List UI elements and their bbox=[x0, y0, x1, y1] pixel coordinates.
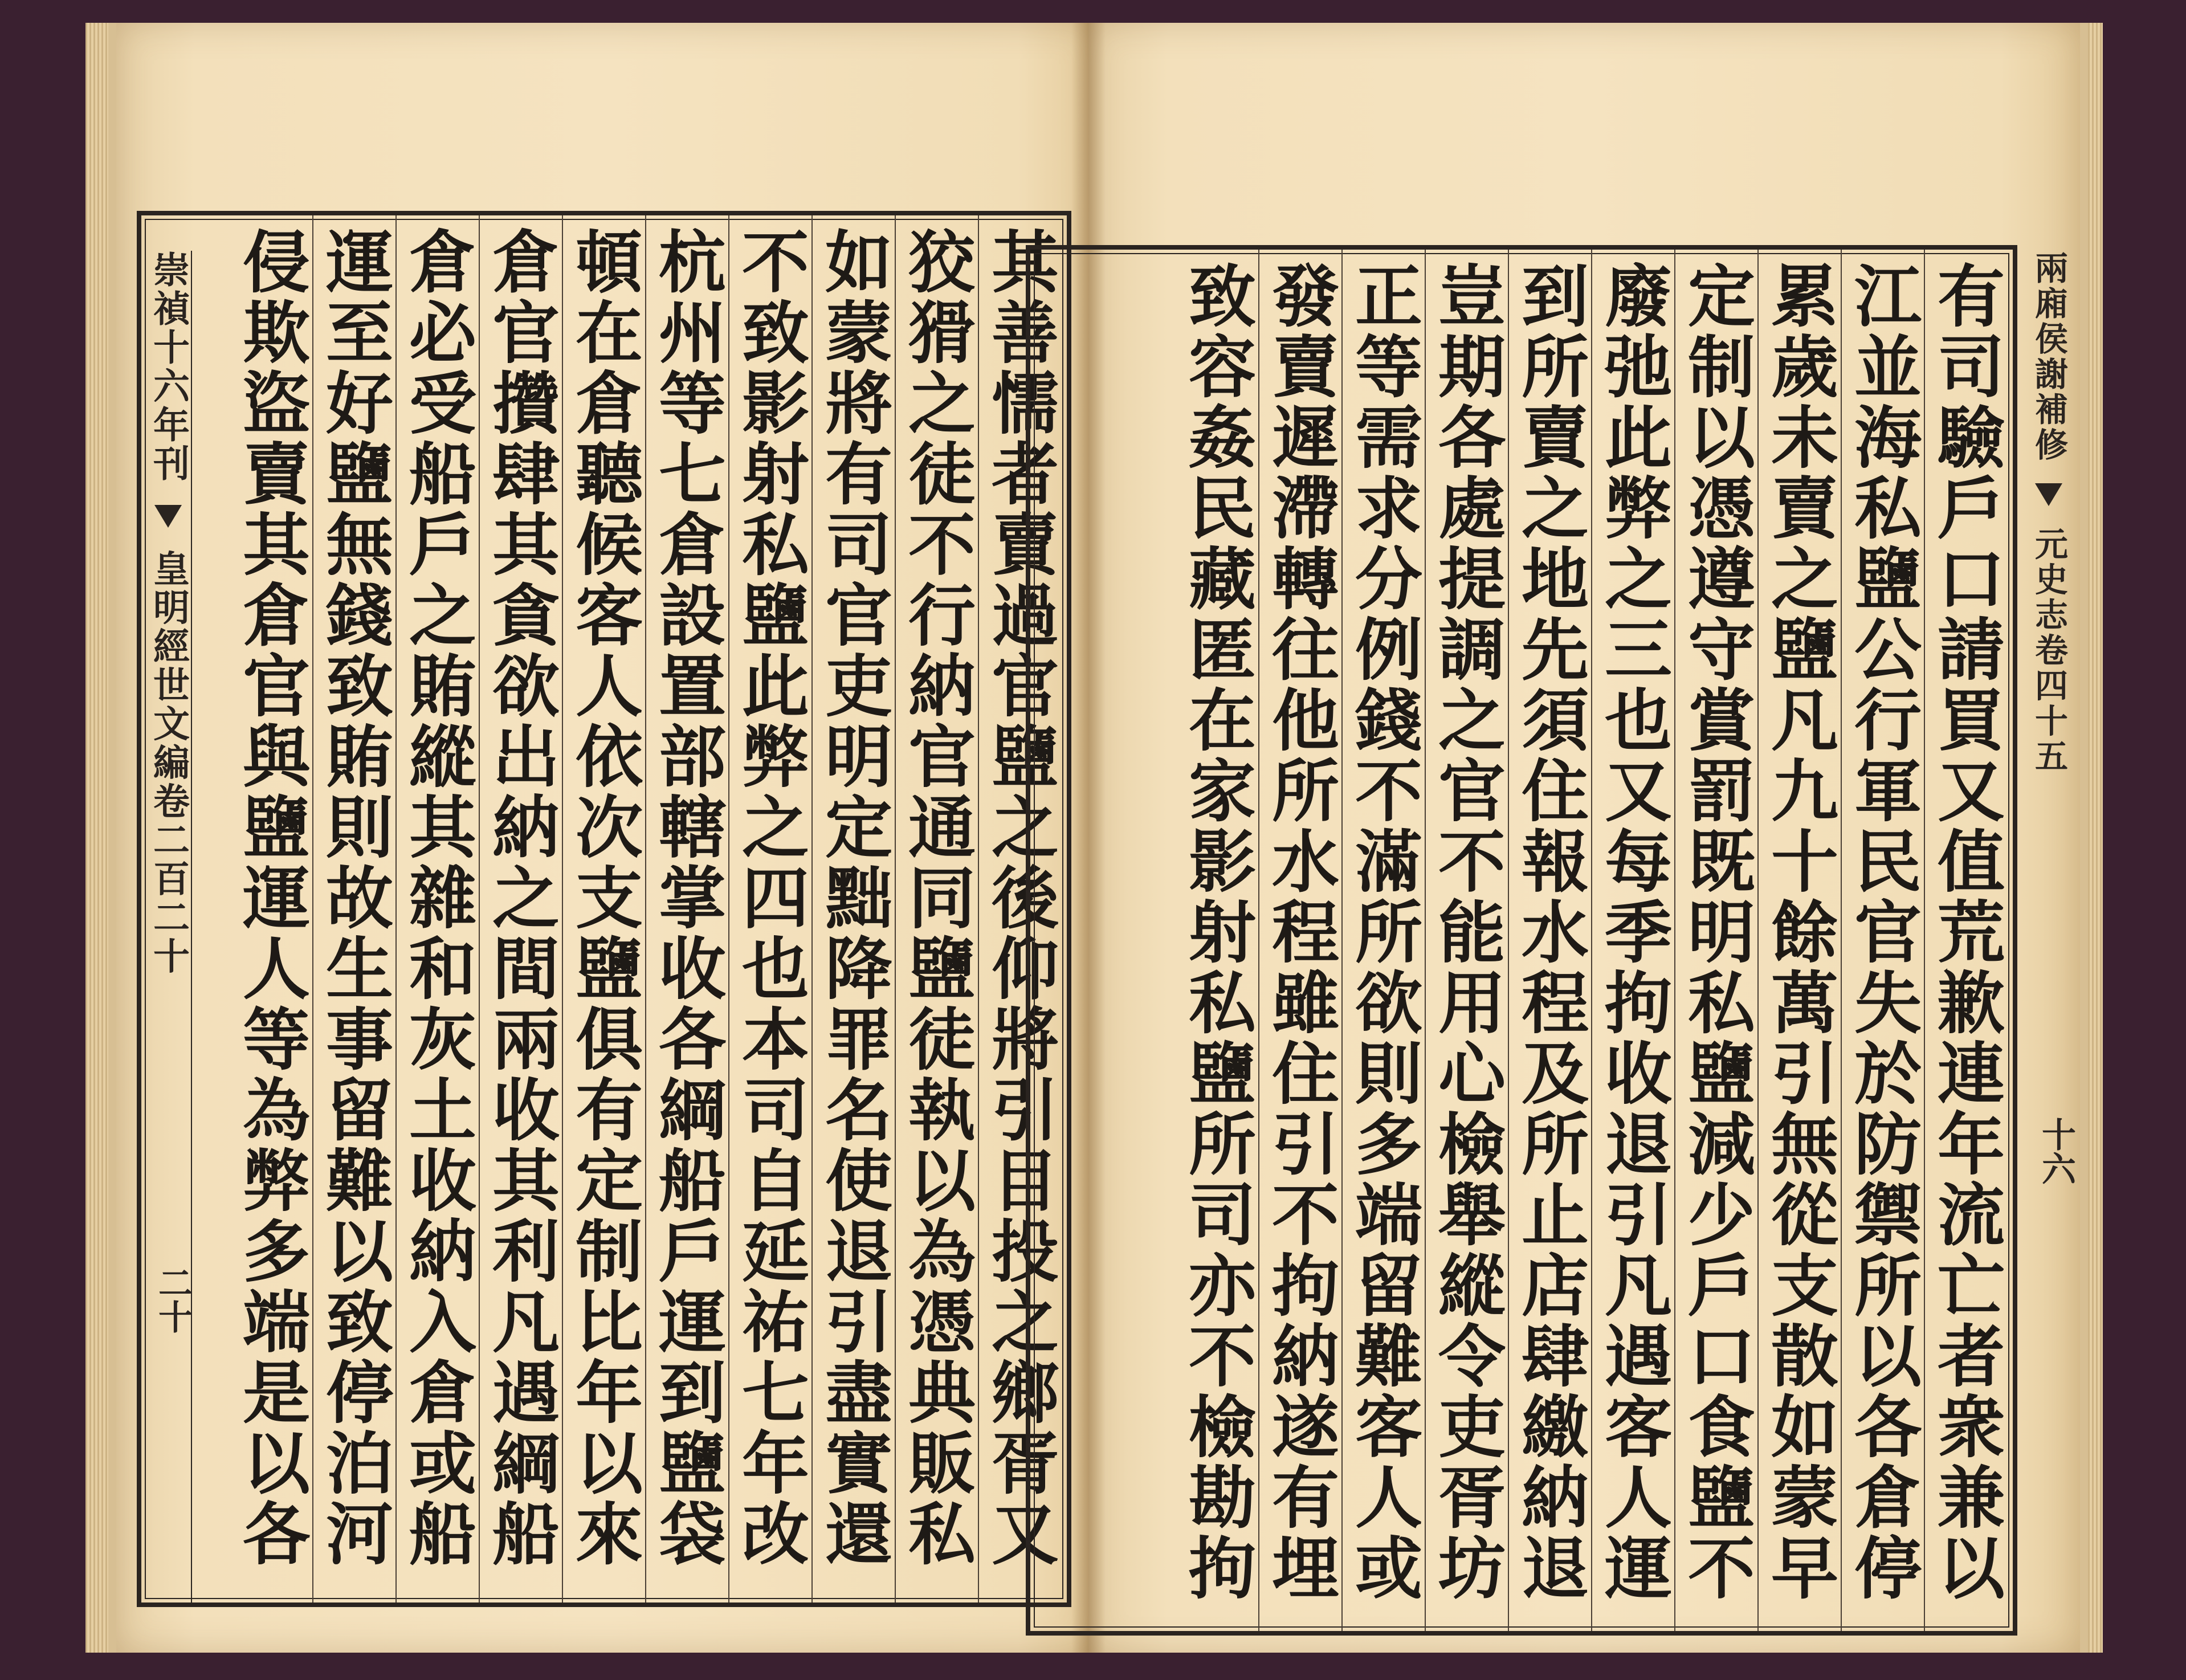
right-column-10: 致容姦民藏匿在家影射私鹽所司亦不檢勘拘 bbox=[1177, 261, 1257, 1604]
right-text-frame bbox=[1026, 245, 2017, 1636]
left-column-4: 不致影射私鹽此弊之四也本司自延祐七年改 bbox=[728, 215, 811, 1602]
right-column-4: 定制以憑遵守賞罰既明私鹽減少戶口食鹽不 bbox=[1674, 250, 1757, 1631]
right-column-2: 江並海私鹽公行軍民官失於防禦所以各倉停 bbox=[1841, 250, 1924, 1631]
left-column-6: 頓在倉聽候客人依次支鹽俱有定制比年以來 bbox=[562, 215, 645, 1602]
right-column-3: 累歲未賣之鹽凡九十餘萬引無從支散如蒙早 bbox=[1757, 250, 1841, 1631]
left-column-5: 杭州等七倉設置部轄掌收各綱船戶運到鹽袋 bbox=[645, 215, 728, 1602]
left-column-3: 如蒙將有司官吏明定黜降罪名使退引盡實還 bbox=[811, 215, 895, 1602]
right-text-columns bbox=[1175, 250, 2007, 1631]
left-text-columns bbox=[229, 215, 1061, 1602]
left-column-8: 倉必受船戶之賄縱其雜和灰土收納入倉或船 bbox=[395, 215, 479, 1602]
right-margin-title: 兩廂侯謝補修 bbox=[2029, 251, 2068, 463]
page-edge-left bbox=[85, 23, 108, 1653]
left-column-9: 運至好鹽無錢致賄則故生事留難以致停泊河 bbox=[312, 215, 395, 1602]
right-column-5: 廢弛此弊之三也又每季拘收退引凡遇客人運 bbox=[1591, 250, 1674, 1631]
left-column-10: 侵欺盜賣其倉官與鹽運人等為弊多端是以各 bbox=[231, 227, 311, 1569]
left-column-7: 倉官攢肆其貪欲出納之間兩收其利凡遇綱船 bbox=[479, 215, 562, 1602]
right-margin-volume: 元史志卷四十五 bbox=[2029, 527, 2068, 774]
left-column-1: 其善懦者賣過官鹽之後仰將引目投之鄉胥又 bbox=[978, 215, 1061, 1602]
right-column-9: 發賣遲滯轉往他所水程雖住引不拘納遂有埋 bbox=[1258, 250, 1341, 1631]
left-margin-title: 崇禎十六年刊 bbox=[147, 251, 190, 483]
right-column-7: 豈期各處提調之官不能用心檢舉縱令吏胥坊 bbox=[1425, 250, 1508, 1631]
right-column-6: 到所賣之地先須住報水程及所止店肆繳納退 bbox=[1508, 250, 1591, 1631]
left-text-frame bbox=[137, 211, 1071, 1607]
fish-tail-icon bbox=[154, 505, 182, 528]
right-column-1: 有司驗戶口請買又值荒歉連年流亡者衆兼以 bbox=[1924, 250, 2007, 1631]
right-folio-number: 十六 bbox=[2036, 1117, 2076, 1185]
left-margin-banxin bbox=[145, 251, 192, 1607]
right-margin-banxin bbox=[2029, 251, 2069, 1607]
right-column-8: 正等需求分例錢不滿所欲則多端留難客人或 bbox=[1341, 250, 1425, 1631]
left-folio-number: 二十 bbox=[153, 1265, 193, 1334]
fish-tail-icon bbox=[2035, 483, 2062, 506]
left-column-2: 狡猾之徒不行納官通同鹽徒執以為憑典販私 bbox=[895, 215, 978, 1602]
left-margin-volume: 皇明經世文編卷二百二十 bbox=[147, 549, 190, 976]
